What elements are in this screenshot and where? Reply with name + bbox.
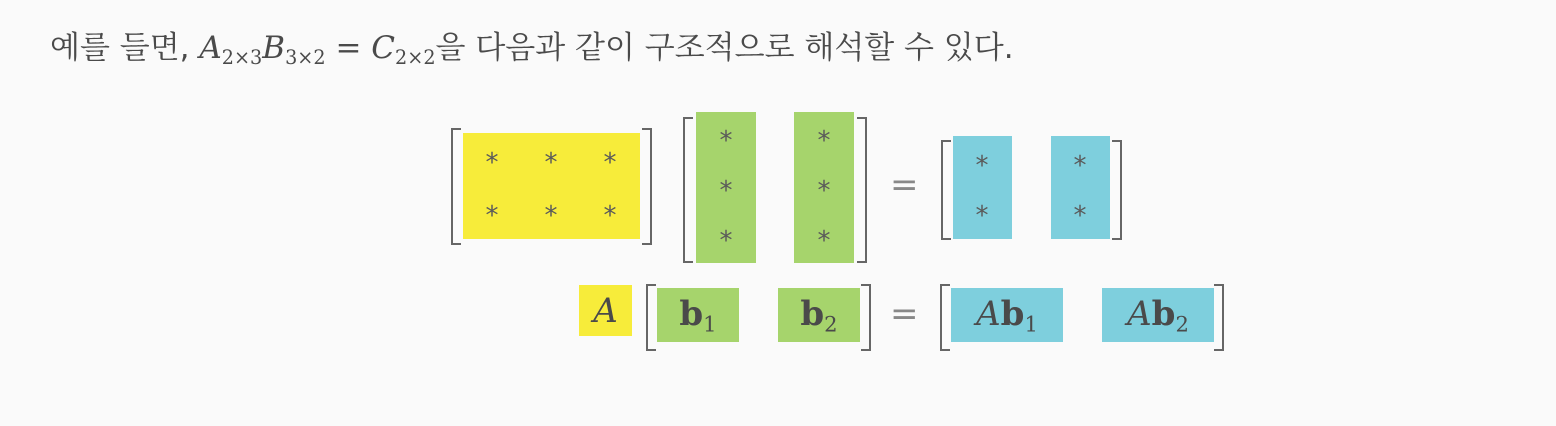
b2-column	[778, 288, 860, 342]
matrix-a-entry: *	[603, 148, 617, 178]
matrix-a-entry: *	[485, 201, 499, 231]
b2-letter: b	[800, 293, 825, 334]
matrix-a-label: A	[593, 290, 618, 331]
ab2-column	[1102, 288, 1214, 342]
matrix-c-entry: *	[1073, 151, 1087, 181]
ab1-a: A	[976, 293, 1001, 334]
matrix-c-entry: *	[975, 201, 989, 231]
ab1-subscript: 1	[1024, 311, 1038, 337]
equals-sign: =	[890, 294, 919, 334]
eq-equals: =	[325, 30, 372, 66]
equals-sign: =	[890, 165, 919, 205]
matrix-b-right-bracket	[857, 117, 867, 263]
ab-columns-right-bracket	[1214, 284, 1224, 351]
matrix-c-entry: *	[975, 151, 989, 181]
matrix-a-right-bracket	[642, 128, 652, 245]
ab1-column	[951, 288, 1063, 342]
matrix-b-entry: *	[817, 176, 831, 206]
matrix-b-entry: *	[719, 126, 733, 156]
matrix-c-left-bracket	[941, 140, 951, 240]
b1-column	[657, 288, 739, 342]
eq-c: C	[371, 30, 396, 66]
matrix-c-entry: *	[1073, 201, 1087, 231]
b-columns-right-bracket	[861, 284, 871, 351]
b2-subscript: 2	[824, 311, 838, 337]
matrix-b-left-bracket	[683, 117, 693, 263]
eq-b: B	[262, 30, 286, 66]
matrix-a-left-bracket	[451, 128, 461, 245]
matrix-b-entry: *	[817, 126, 831, 156]
matrix-b-entry: *	[817, 226, 831, 256]
matrix-a-entry: *	[485, 148, 499, 178]
b1-letter: b	[679, 293, 704, 334]
ab2-b: b	[1151, 293, 1176, 334]
matrix-a-entry: *	[544, 148, 558, 178]
sentence-suffix: 을 다음과 같이 구조적으로 해석할 수 있다.	[435, 30, 1014, 66]
equation-inline	[199, 30, 436, 70]
sentence-prefix: 예를 들면,	[50, 30, 200, 66]
b1-subscript: 1	[703, 311, 717, 337]
eq-b-sub: 3×2	[285, 46, 326, 70]
intro-sentence	[50, 22, 1014, 69]
eq-a: A	[199, 30, 222, 66]
matrix-b-entry: *	[719, 176, 733, 206]
matrix-b-entry: *	[719, 226, 733, 256]
eq-a-sub: 2×3	[221, 46, 263, 70]
matrix-c-right-bracket	[1112, 140, 1122, 240]
matrix-a-entry: *	[603, 201, 617, 231]
ab2-subscript: 2	[1175, 311, 1189, 337]
ab2-a: A	[1127, 293, 1152, 334]
b-columns-left-bracket	[646, 284, 656, 351]
eq-c-sub: 2×2	[395, 46, 436, 70]
matrix-a-symbol-box	[579, 285, 632, 336]
ab-columns-left-bracket	[940, 284, 950, 351]
matrix-a-entry: *	[544, 201, 558, 231]
ab1-b: b	[1000, 293, 1025, 334]
